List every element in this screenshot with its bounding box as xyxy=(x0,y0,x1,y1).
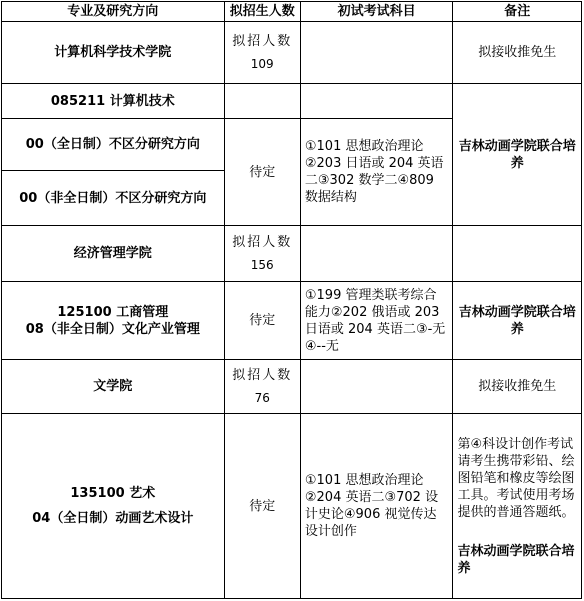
direction-line: 04（全日制）动画艺术设计 xyxy=(32,511,194,526)
admissions-table xyxy=(1,1,582,599)
header-plan: 拟招生人数 xyxy=(224,2,300,22)
plan-count: 76 xyxy=(254,390,270,405)
note-cell: 拟接收推免生 xyxy=(453,22,582,84)
college-name: 计算机科学技术学院 xyxy=(2,22,225,84)
footer-divider xyxy=(278,598,308,599)
plan-cell xyxy=(224,360,300,414)
plan-tbd: 待定 xyxy=(224,414,300,599)
table-row xyxy=(2,84,582,119)
header-direction: 专业及研究方向 xyxy=(2,2,225,22)
exam-cell-empty xyxy=(300,22,453,84)
exam-subjects: ①101 思想政治理论②203 日语或 204 英语二③302 数学二④809 数据结构 xyxy=(300,119,453,226)
table-row xyxy=(2,360,582,414)
major-line: 135100 艺术 xyxy=(70,486,156,501)
table-row xyxy=(2,282,582,360)
note-footer: 吉林动画学院联合培养 xyxy=(457,543,575,576)
plan-count: 109 xyxy=(250,56,274,71)
header-exam: 初试考试科目 xyxy=(300,2,453,22)
major-name: 085211 计算机技术 xyxy=(2,84,225,119)
header-row xyxy=(2,2,582,22)
table-row xyxy=(2,226,582,282)
table-row xyxy=(2,414,582,599)
plan-label: 拟招人数 xyxy=(232,234,293,250)
plan-cell-empty xyxy=(224,84,300,119)
plan-count: 156 xyxy=(250,257,274,272)
note-cell xyxy=(453,414,582,599)
college-name: 经济管理学院 xyxy=(2,226,225,282)
plan-label: 拟招人数 xyxy=(232,33,293,49)
direction-line: 08（非全日制）文化产业管理 xyxy=(25,321,200,337)
note-cell-empty xyxy=(453,226,582,282)
exam-subjects: ①199 管理类联考综合能力②202 俄语或 203 日语或 204 英语二③-无④--无 xyxy=(300,282,453,360)
header-note: 备注 xyxy=(453,2,582,22)
direction-name: 00（全日制）不区分研究方向 xyxy=(2,119,225,171)
note-cell: 拟接收推免生 xyxy=(453,360,582,414)
direction-name xyxy=(2,282,225,360)
plan-tbd: 待定 xyxy=(224,119,300,226)
exam-cell-empty xyxy=(300,84,453,119)
plan-cell xyxy=(224,22,300,84)
plan-cell xyxy=(224,226,300,282)
plan-label: 拟招人数 xyxy=(232,367,293,383)
exam-cell-empty xyxy=(300,360,453,414)
plan-tbd: 待定 xyxy=(224,282,300,360)
exam-cell-empty xyxy=(300,226,453,282)
major-line: 125100 工商管理 xyxy=(57,304,169,320)
exam-subjects: ①101 思想政治理论②204 英语二③702 设计史论④906 视觉传达设计创作 xyxy=(300,414,453,599)
note-text: 第④科设计创作考试请考生携带彩铅、绘图铅笔和橡皮等绘图工具。考试使用考场提供的普通答题纸。 xyxy=(457,436,575,520)
direction-name xyxy=(2,414,225,599)
note-cell: 吉林动画学院联合培养 xyxy=(453,84,582,226)
college-name: 文学院 xyxy=(2,360,225,414)
table-row xyxy=(2,22,582,84)
direction-name: 00（非全日制）不区分研究方向 xyxy=(2,171,225,226)
note-cell: 吉林动画学院联合培养 xyxy=(453,282,582,360)
